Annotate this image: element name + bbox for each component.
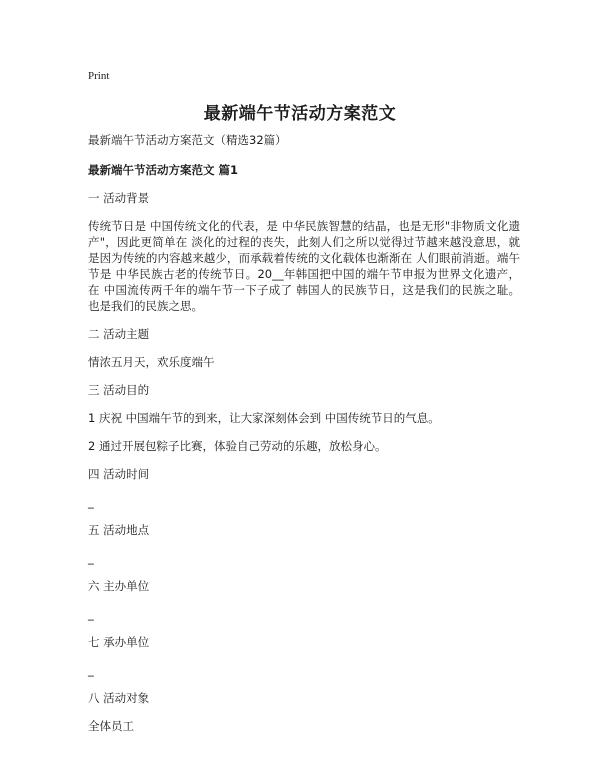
host-heading: 六 主办单位 [88,579,150,593]
purpose-heading: 三 活动目的 [88,383,150,397]
print-link[interactable]: Print [88,70,110,82]
purpose-item-1: 1 庆祝 中国端午节的到来，让大家深刻体会到 中国传统节日的气息。 [88,411,440,425]
background-heading: 一 活动背景 [88,191,150,205]
time-heading: 四 活动时间 [88,467,150,481]
organizer-heading: 七 承办单位 [88,635,150,649]
document-subtitle: 最新端午节活动方案范文（精选32篇） [88,133,287,147]
document-title: 最新端午节活动方案范文 [203,104,397,124]
document-body [88,132,520,746]
place-value: _ [88,551,94,565]
organizer-value: _ [88,663,94,677]
audience-value: 全体员工 [88,719,134,733]
theme-text: 情浓五月天，欢乐度端午 [88,355,215,369]
audience-heading: 八 活动对象 [88,691,150,705]
theme-heading: 二 活动主题 [88,327,150,341]
host-value: _ [88,607,94,621]
time-value: _ [88,495,94,509]
background-text: 传统节日是 中国传统文化的代表，是 中华民族智慧的结晶，也是无形"非物质文化遗产"，因此更简单在 淡化的过程的丧失，此刻人们之所以觉得过节越来越没意思，就是因为传统的内容越来越少，而承载着传统的文化载体也渐渐在 人们眼前消逝。端午节是 中华民族古老的传统节日。20__年韩国把中国的端午节申报为世界文化遗产，在 中国流传两千年的端午节一下子成了 韩国人的民族节日，这是我们的民族之耻。也是我们的民族之思。 [88,219,520,313]
place-heading: 五 活动地点 [88,523,150,537]
purpose-item-2: 2 通过开展包粽子比赛，体验自己劳动的乐趣，放松身心。 [88,439,387,453]
section-title: 最新端午节活动方案范文 篇1 [88,163,239,177]
